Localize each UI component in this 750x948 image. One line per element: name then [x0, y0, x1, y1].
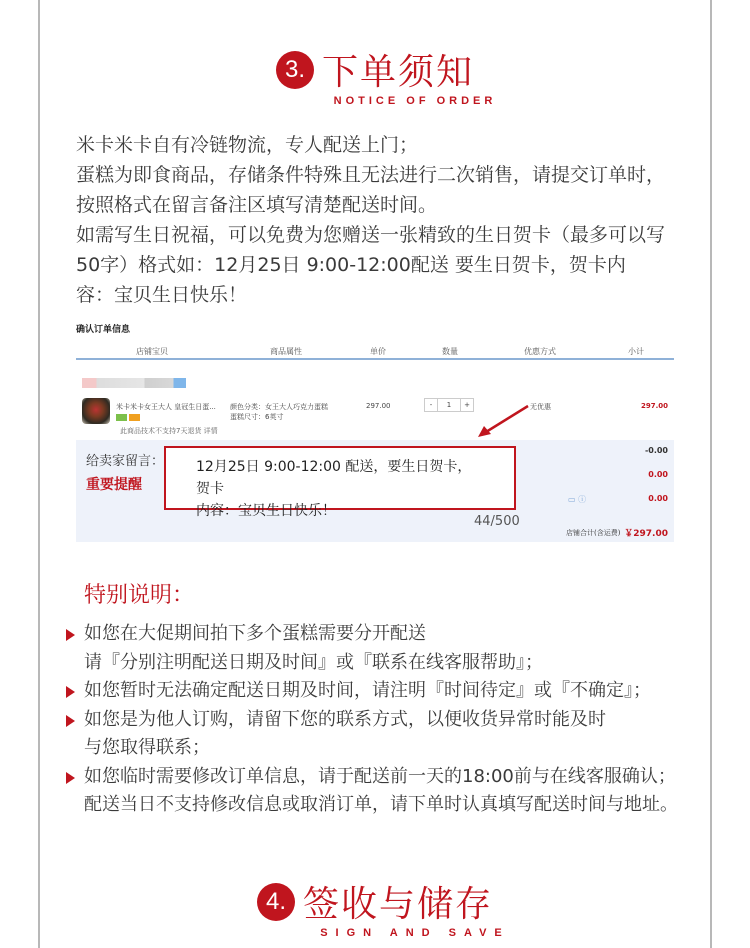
order-confirm-title: 确认订单信息	[76, 325, 131, 335]
intro-paragraph	[76, 130, 696, 310]
quantity-plus-button[interactable]: +	[464, 401, 470, 409]
fee-value: 0.00	[648, 494, 668, 503]
section-4-header	[0, 876, 750, 939]
seller-message-input[interactable]	[164, 446, 516, 519]
column-header: 商品属性	[270, 347, 302, 356]
order-table-header	[76, 344, 674, 360]
bullet-triangle-icon	[66, 772, 75, 784]
bullet-triangle-icon	[66, 686, 75, 698]
intro-line: 蛋糕为即食商品，存储条件特殊且无法进行二次销售，请提交订单时，	[76, 164, 666, 186]
note-line: 请『分别注明配送日期及时间』或『联系在线客服帮助』；	[84, 651, 543, 673]
seller-message-area	[76, 440, 674, 542]
fee-value: -0.00	[644, 446, 668, 455]
note-line: 如您在大促期间拍下多个蛋糕需要分开配送	[84, 623, 426, 644]
intro-line: 按照格式在留言备注区填写清楚配送时间。	[76, 194, 438, 216]
shop-total-label: 店铺合计(含运费)	[566, 529, 621, 537]
special-notes-list	[62, 620, 722, 820]
note-line: 与您取得联系；	[84, 737, 210, 758]
quantity-minus-button[interactable]: -	[425, 399, 438, 411]
note-line: 如您暂时无法确定配送日期及时间，请注明『时间待定』或『不确定』；	[84, 680, 651, 701]
note-item	[62, 620, 722, 677]
note-item	[62, 677, 722, 706]
section-3-header	[0, 44, 750, 107]
section-title: 下单须知	[321, 52, 474, 93]
order-item-row	[76, 398, 674, 438]
note-item	[62, 763, 722, 820]
item-attribute: 颜色分类：女王大人巧克力蛋糕	[230, 403, 328, 411]
section-number-badge: 4.	[257, 883, 295, 921]
item-discount: 无优惠	[530, 403, 551, 411]
section-subtitle: SIGN AND SAVE	[320, 927, 510, 939]
bullet-triangle-icon	[66, 715, 75, 727]
shop-total-value: ￥297.00	[624, 529, 668, 539]
item-name[interactable]: 米卡米卡女王大人 皇冠生日蛋...	[116, 403, 216, 411]
arrow-pointer-icon	[474, 404, 534, 440]
message-char-counter: 44/500	[474, 514, 520, 529]
fee-value: 0.00	[648, 470, 668, 479]
bullet-triangle-icon	[66, 629, 75, 641]
column-header: 优惠方式	[524, 347, 556, 356]
intro-line: 50字）格式如：12月25日 9:00-12:00配送 要生日贺卡，贺卡内	[76, 254, 626, 276]
quantity-input[interactable]: 1	[438, 399, 461, 411]
quantity-stepper[interactable]	[424, 398, 474, 412]
message-line: 内容：宝贝生日快乐！	[196, 503, 336, 519]
special-notes-title: 特别说明：	[84, 583, 195, 608]
note-line: 配送当日不支持修改信息或取消订单，请下单时认真填写配送时间与地址。	[84, 794, 678, 815]
note-line: 如您临时需要修改订单信息，请于配送前一天的18:00前与在线客服确认；	[84, 765, 676, 787]
item-note: 此商品技术不支持7天退货 详情	[120, 427, 218, 435]
section-number-badge: 3.	[276, 51, 314, 89]
note-item	[62, 706, 722, 763]
intro-line: 容：宝贝生日快乐！	[76, 284, 248, 306]
important-reminder: 重要提醒	[86, 477, 142, 493]
item-attribute: 蛋糕尺寸：6英寸	[230, 413, 284, 421]
intro-line: 如需写生日祝福，可以免费为您赠送一张精致的生日贺卡（最多可以写	[76, 224, 666, 246]
column-header: 店铺宝贝	[136, 347, 168, 356]
section-title: 签收与储存	[302, 884, 493, 925]
item-subtotal: 297.00	[640, 402, 668, 410]
column-header: 数量	[442, 347, 458, 356]
intro-line: 米卡米卡自有冷链物流，专人配送上门；	[76, 134, 419, 156]
message-label: 给卖家留言：	[86, 454, 165, 469]
blurred-shop-name	[82, 378, 186, 388]
note-line: 如您是为他人订购，请留下您的联系方式，以便收货异常时能及时	[84, 708, 606, 730]
column-header: 单价	[370, 347, 386, 356]
cake-thumbnail[interactable]	[82, 398, 110, 424]
section-subtitle: NOTICE OF ORDER	[333, 95, 497, 107]
column-header: 小计	[628, 347, 644, 356]
message-line: 12月25日 9:00-12:00 配送，要生日贺卡，贺卡	[196, 459, 472, 497]
order-confirm-screenshot	[76, 318, 674, 542]
service-badges-icon	[116, 414, 140, 421]
item-unit-price: 297.00	[366, 402, 391, 410]
help-icon[interactable]: ▭ ⓘ	[568, 495, 587, 504]
